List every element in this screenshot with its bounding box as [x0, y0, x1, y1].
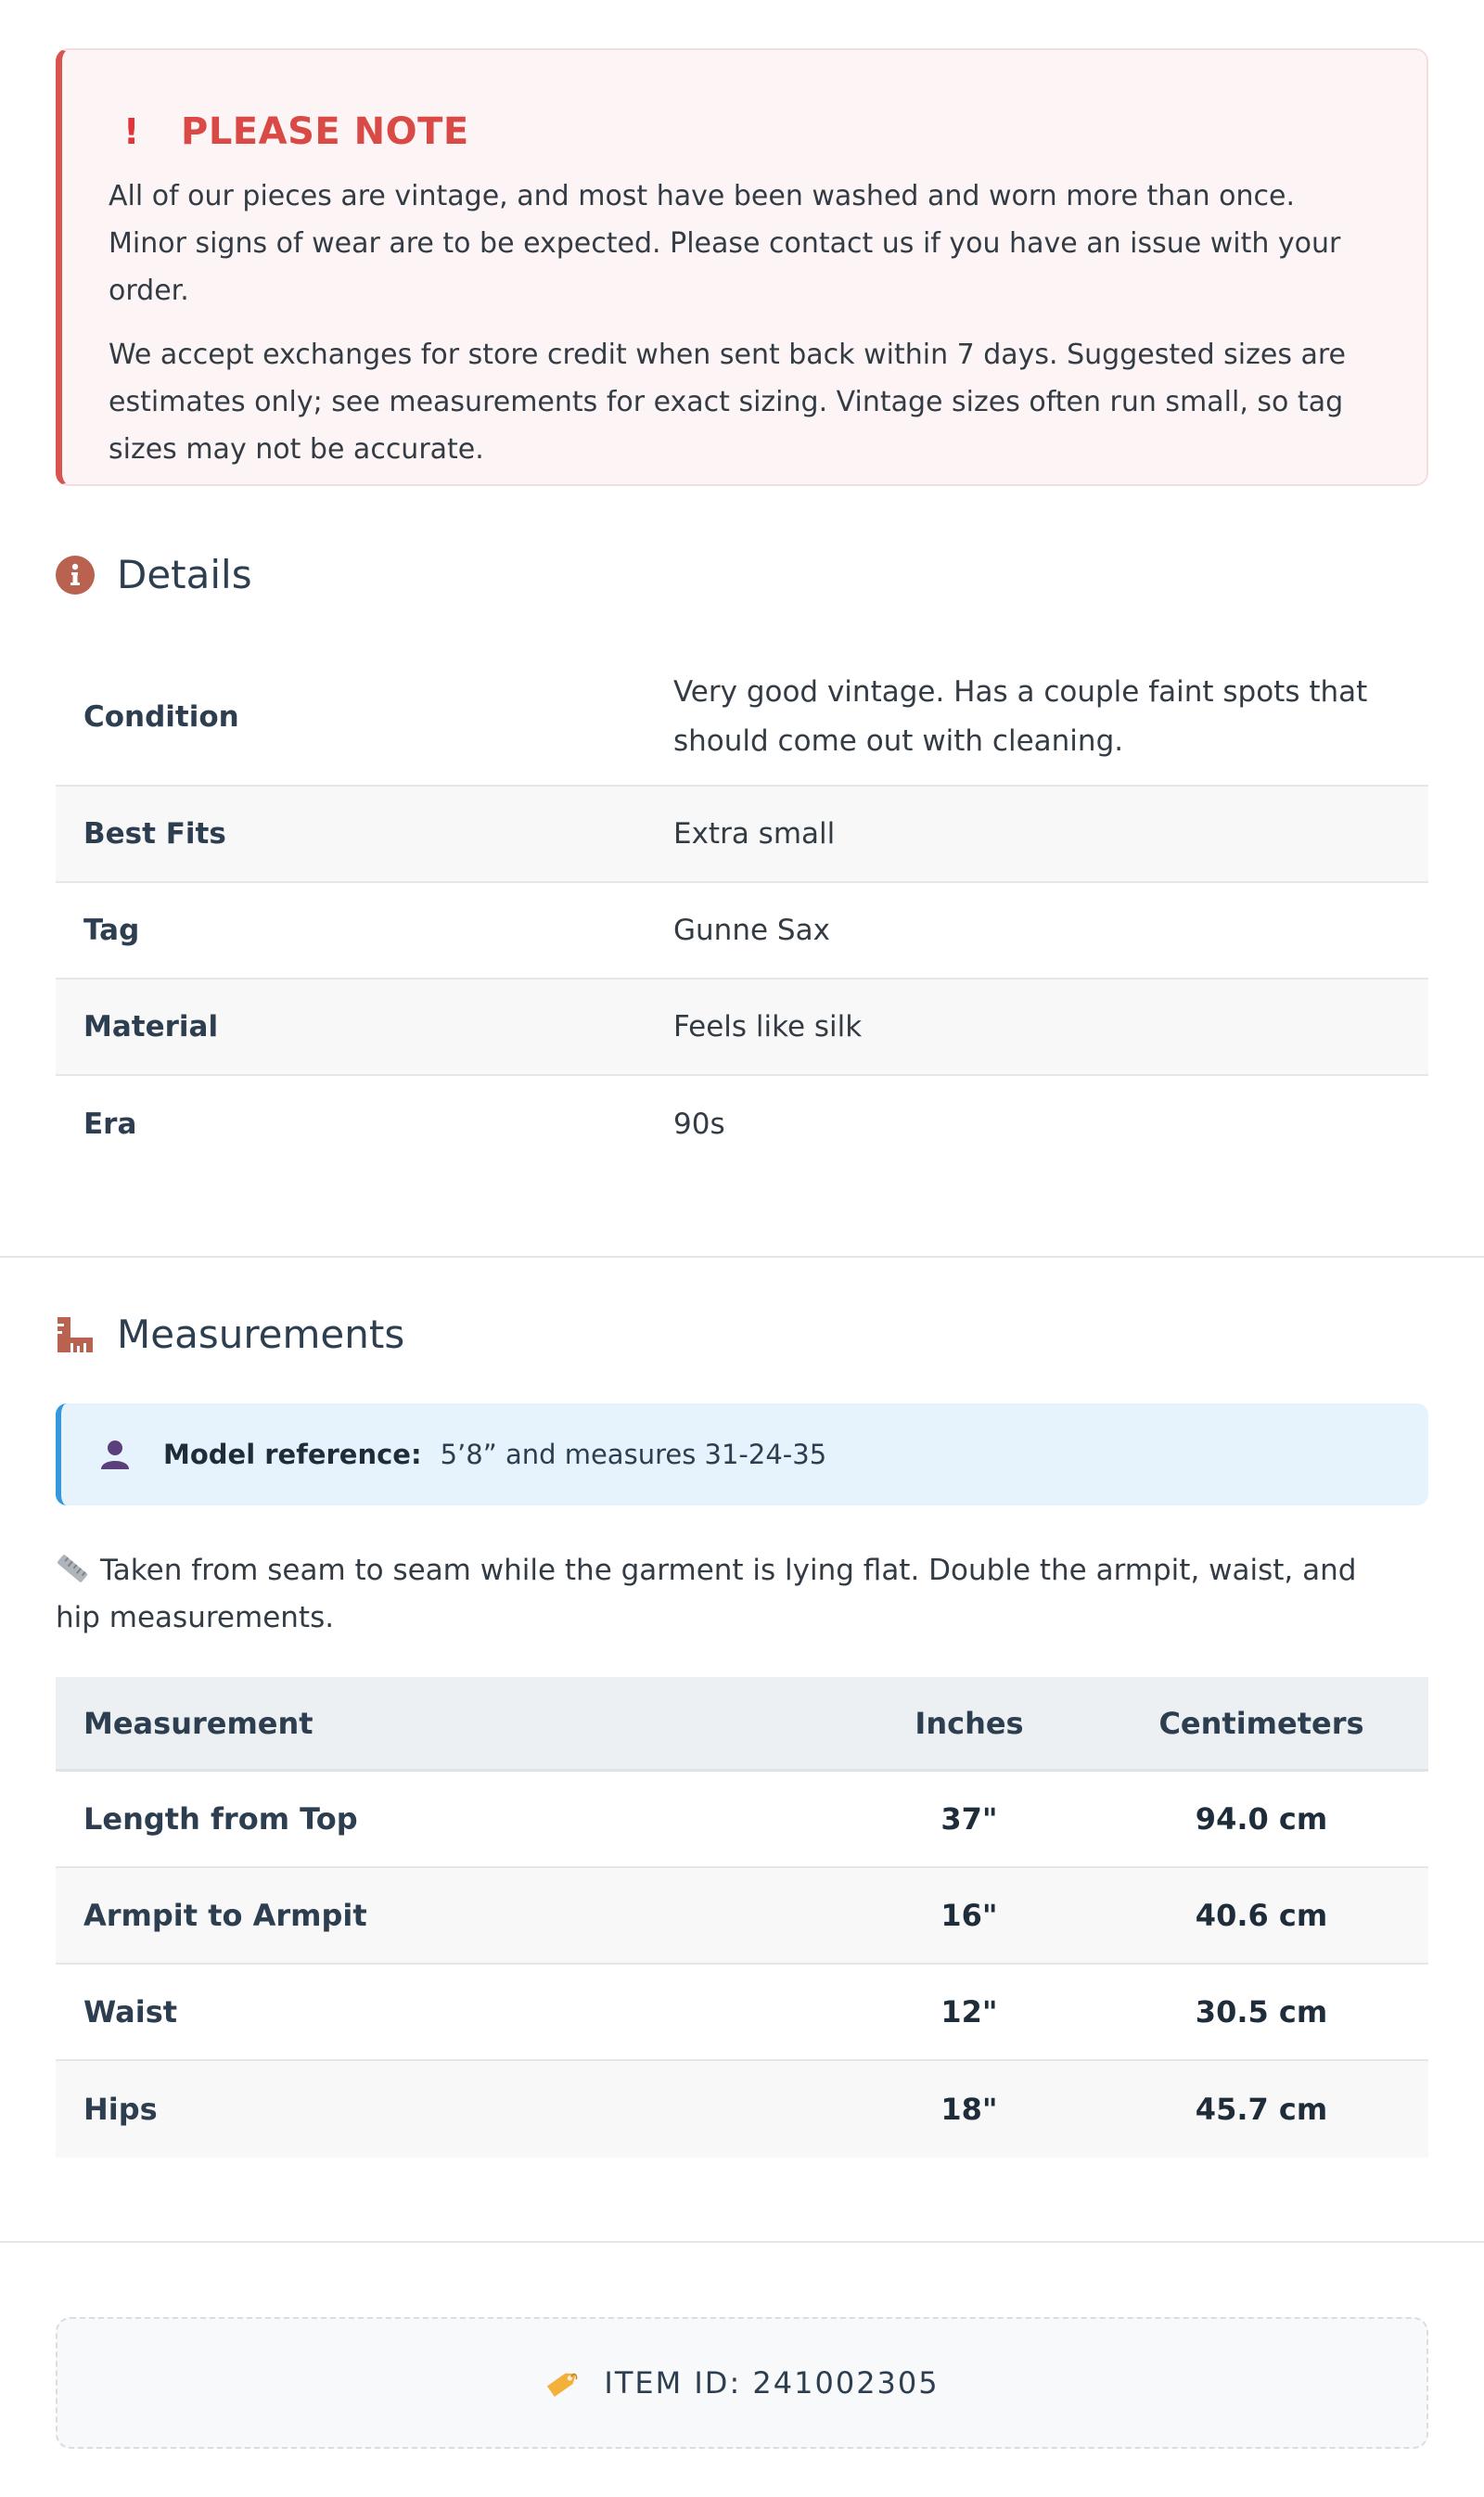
- details-row: [56, 649, 1428, 787]
- notice-title: PLEASE NOTE: [181, 110, 469, 153]
- table-row: [56, 1965, 1428, 2061]
- section-divider: [0, 1256, 1484, 1258]
- item-id-box: [56, 2317, 1428, 2449]
- measurement-cm: 40.6 cm: [1195, 1898, 1328, 1933]
- measurements-heading: [56, 1312, 404, 1357]
- details-row: [56, 1076, 1428, 1172]
- measurement-name: Armpit to Armpit: [83, 1898, 367, 1933]
- person-icon: [98, 1438, 132, 1471]
- notice-header: [109, 106, 1380, 158]
- measurement-cm: 30.5 cm: [1195, 1994, 1328, 2030]
- measurements-title: Measurements: [117, 1312, 405, 1357]
- measurement-cm: 94.0 cm: [1195, 1801, 1328, 1837]
- details-row: [56, 980, 1428, 1076]
- notice-paragraph: We accept exchanges for store credit when sent back within 7 days. Suggested sizes are estimates only; see measurements for exact sizing. Vintage sizes often run small, so tag sizes may not be accurate.: [109, 339, 1347, 466]
- measurements-table: [56, 1677, 1428, 2158]
- column-header-inches: Inches: [915, 1705, 1024, 1741]
- model-reference-box: [56, 1403, 1428, 1505]
- details-title: Details: [117, 552, 252, 597]
- table-row: [56, 1772, 1428, 1868]
- column-header-centimeters: Centimeters: [1158, 1705, 1364, 1741]
- details-value: Gunne Sax: [673, 913, 830, 947]
- info-circle-icon: [56, 556, 95, 595]
- tag-icon: [544, 2364, 582, 2401]
- details-value: Extra small: [673, 816, 836, 851]
- item-id-text: ITEM ID: 241002305: [604, 2365, 940, 2401]
- model-reference-value: 5’8” and measures 31-24-35: [440, 1439, 827, 1470]
- details-label: Condition: [83, 700, 239, 734]
- details-table: [56, 649, 1428, 1172]
- details-label: Tag: [83, 914, 140, 947]
- model-reference-label: Model reference:: [163, 1439, 422, 1470]
- ruler-icon: [56, 1315, 95, 1354]
- measurement-inches: 16": [940, 1898, 998, 1933]
- details-value: Feels like silk: [673, 1009, 863, 1044]
- measurement-cm: 45.7 cm: [1195, 2092, 1328, 2127]
- section-divider: [0, 2241, 1484, 2243]
- measurement-name: Waist: [83, 1994, 178, 2030]
- measurement-inches: 37": [940, 1801, 998, 1837]
- notice-paragraph: All of our pieces are vintage, and most have been washed and worn more than once. Minor signs of wear are to be expected. Please contact us if you have an issue with your order.: [109, 180, 1341, 307]
- measurement-inches: 12": [940, 1994, 998, 2030]
- ruler-icon: [56, 1552, 89, 1585]
- notice-box: [56, 48, 1428, 486]
- details-row: [56, 883, 1428, 980]
- details-heading: [56, 552, 252, 597]
- details-label: Best Fits: [83, 817, 226, 851]
- measurement-inches: 18": [940, 2092, 998, 2127]
- table-header: [56, 1677, 1428, 1772]
- details-value: 90s: [673, 1107, 725, 1141]
- measurement-name: Length from Top: [83, 1801, 358, 1837]
- measurement-note-text: Taken from seam to seam while the garment is lying flat. Double the armpit, waist, and hip measurements.: [56, 1554, 1357, 1634]
- table-row: [56, 1868, 1428, 1965]
- table-row: [56, 2061, 1428, 2158]
- details-label: Material: [83, 1010, 219, 1044]
- measurement-name: Hips: [83, 2092, 158, 2127]
- exclamation-icon: !: [123, 111, 140, 152]
- measurement-note: [56, 1547, 1410, 1642]
- details-label: Era: [83, 1108, 137, 1141]
- column-header-measurement: Measurement: [83, 1705, 313, 1741]
- details-row: [56, 787, 1428, 883]
- details-value: Very good vintage. Has a couple faint spots that should come out with cleaning.: [673, 675, 1368, 758]
